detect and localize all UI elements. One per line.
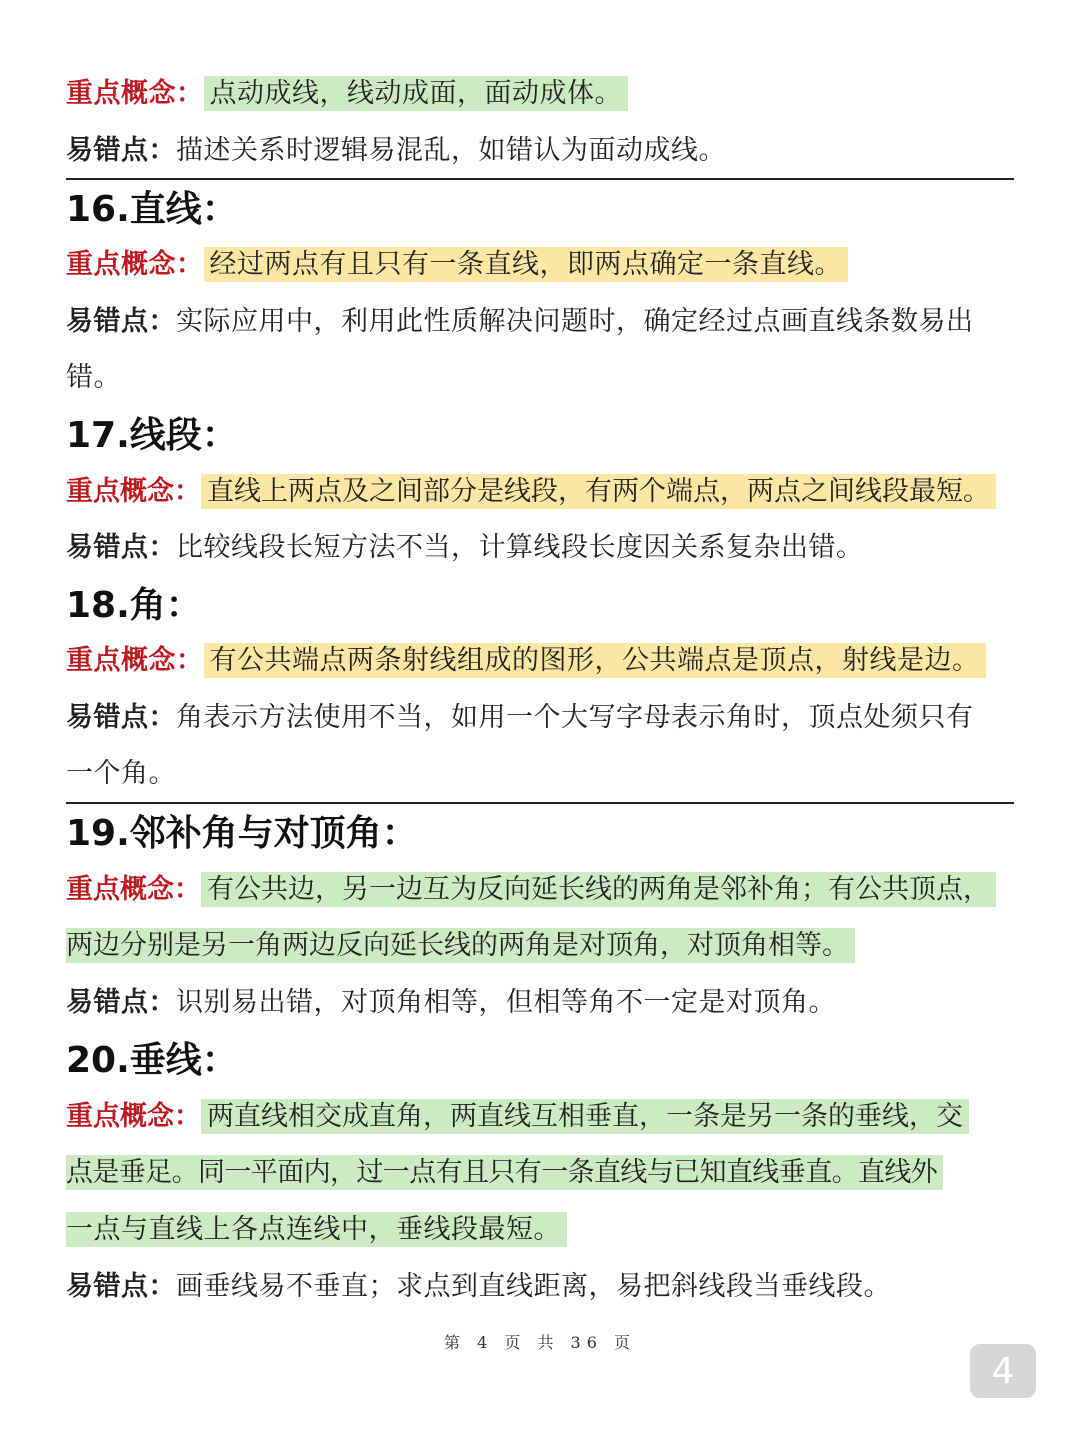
s19-concept-text-2: 两边分别是另一角两边反向延长线的两角是对顶角，对顶角相等。 xyxy=(66,928,855,963)
s20-concept-line-2 xyxy=(66,1153,943,1193)
key-concept-label: 重点概念： xyxy=(66,476,201,507)
s16-concept-line xyxy=(66,245,848,285)
heading-16: 16.直线： xyxy=(66,189,238,230)
s18-error-line-2: 一个角。 xyxy=(66,758,176,789)
prev-concept-text: 点动成线，线动成面，面动成体。 xyxy=(204,76,629,111)
error-point-label: 易错点： xyxy=(66,306,176,337)
s17-error-line xyxy=(66,528,864,568)
s20-error-line xyxy=(66,1267,891,1307)
s18-concept-line xyxy=(66,641,986,681)
heading-19: 19.邻补角与对顶角： xyxy=(66,813,418,854)
key-concept-label: 重点概念： xyxy=(66,874,201,905)
s17-concept-text: 直线上两点及之间部分是线段，有两个端点，两点之间线段最短。 xyxy=(201,474,996,509)
s16-error-line-2: 错。 xyxy=(66,362,121,393)
s19-concept-text-1: 有公共边，另一边互为反向延长线的两角是邻补角；有公共顶点， xyxy=(201,872,996,907)
s20-concept-line-1 xyxy=(66,1097,969,1137)
error-point-label: 易错点： xyxy=(66,135,176,166)
page-footer: 第 4 页 共 36 页 xyxy=(444,1333,636,1352)
s16-error-line xyxy=(66,302,974,342)
heading-20: 20.垂线： xyxy=(66,1040,238,1081)
s20-concept-text-2: 点是垂足。同一平面内，过一点有且只有一条直线与已知直线垂直。直线外 xyxy=(66,1155,943,1190)
section-divider xyxy=(66,178,1014,180)
s20-concept-text-1: 两直线相交成直角，两直线互相垂直，一条是另一条的垂线，交 xyxy=(201,1099,969,1134)
s16-error-text-1: 实际应用中，利用此性质解决问题时，确定经过点画直线条数易出 xyxy=(176,306,974,337)
s20-concept-line-3 xyxy=(66,1210,567,1250)
s20-concept-text-3: 一点与直线上各点连线中，垂线段最短。 xyxy=(66,1212,567,1247)
section-divider xyxy=(66,802,1014,804)
s20-error-text: 画垂线易不垂直；求点到直线距离，易把斜线段当垂线段。 xyxy=(176,1271,891,1302)
s19-concept-line-1 xyxy=(66,870,996,910)
prev-concept-line xyxy=(66,74,628,114)
key-concept-label: 重点概念： xyxy=(66,78,204,109)
s18-error-text-1: 角表示方法使用不当，如用一个大写字母表示角时，顶点处须只有 xyxy=(176,702,974,733)
page-number-badge: 4 xyxy=(970,1344,1036,1398)
s19-error-text: 识别易出错，对顶角相等，但相等角不一定是对顶角。 xyxy=(176,987,836,1018)
heading-17: 17.线段： xyxy=(66,415,238,456)
s16-concept-text: 经过两点有且只有一条直线，即两点确定一条直线。 xyxy=(204,247,849,282)
key-concept-label: 重点概念： xyxy=(66,249,204,280)
prev-error-line xyxy=(66,131,726,171)
s19-concept-line-2 xyxy=(66,926,855,966)
s18-concept-text: 有公共端点两条射线组成的图形，公共端点是顶点，射线是边。 xyxy=(204,643,986,678)
s17-concept-line xyxy=(66,472,996,512)
heading-18: 18.角： xyxy=(66,585,202,626)
s17-error-text: 比较线段长短方法不当，计算线段长度因关系复杂出错。 xyxy=(176,532,864,563)
error-point-label: 易错点： xyxy=(66,987,176,1018)
error-point-label: 易错点： xyxy=(66,532,176,563)
error-point-label: 易错点： xyxy=(66,1271,176,1302)
s18-error-line xyxy=(66,698,974,738)
error-point-label: 易错点： xyxy=(66,702,176,733)
s19-error-line xyxy=(66,983,836,1023)
key-concept-label: 重点概念： xyxy=(66,645,204,676)
prev-error-text: 描述关系时逻辑易混乱，如错认为面动成线。 xyxy=(176,135,726,166)
key-concept-label: 重点概念： xyxy=(66,1101,201,1132)
